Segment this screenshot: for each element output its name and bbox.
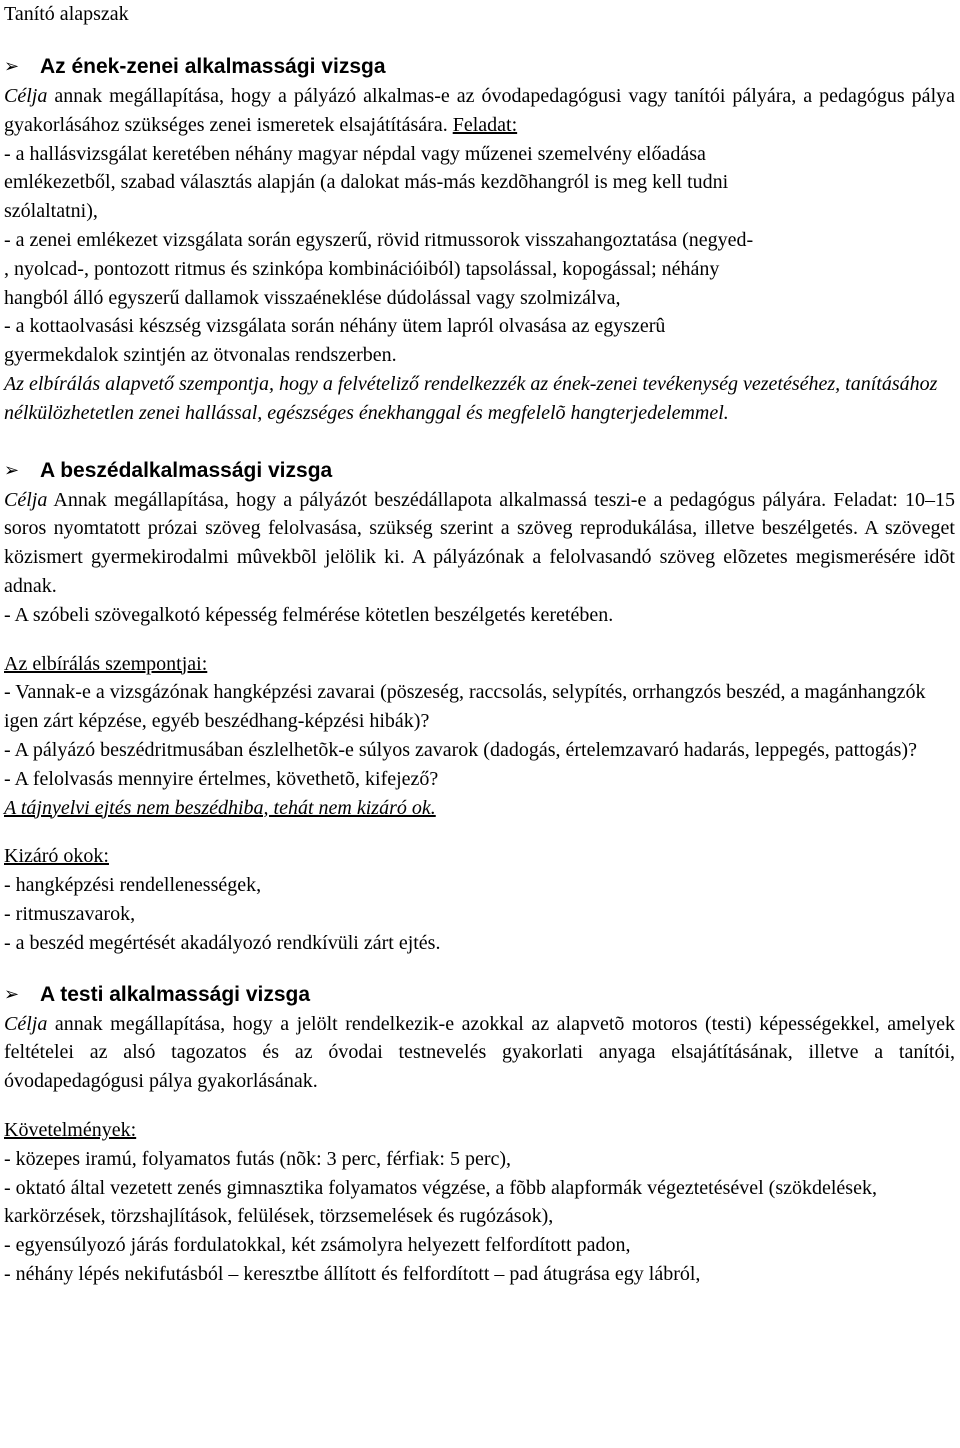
singing-purpose-paragraph: [4, 82, 955, 140]
requirements-heading: Követelmények:: [4, 1118, 137, 1141]
arrow-bullet-icon: ➢: [4, 459, 20, 481]
section-heading-label: A testi alkalmassági vizsga: [40, 982, 311, 1006]
task-bullet-1-line-3: szólaltatni),: [4, 200, 98, 223]
requirement-item-3: - egyensúlyozó járás fordulatokkal, két zsámolyra helyezett felfordított padon,: [4, 1234, 631, 1257]
document-page: [4, 0, 955, 1289]
arrow-bullet-icon: ➢: [4, 56, 20, 77]
requirement-item-2: - oktató által vezetett zenés gimnasztika folyamatos végzése, a fõbb alapformák végeztetésével (szökdelések, karkörzések, törzshajlítások, felülések, törzsemelések és rugózások),: [4, 1176, 877, 1228]
speech-criteria-1: - Vannak-e a vizsgázónak hangképzési zavarai (pöszeség, raccsolás, selypítés, orrhangzós beszéd, a magánhangzók igen zárt képzése, egyéb beszédhang-képzési hibák)?: [4, 681, 926, 733]
speech-criteria-heading: Az elbírálás szempontjai:: [4, 652, 208, 675]
section-heading-label: A beszédalkalmassági vizsga: [40, 458, 333, 482]
task-bullet-1-line-2: emlékezetből, szabad választás alapján (a dalokat más-más kezdõhangról is meg kell tudni: [4, 171, 729, 194]
document-title: Tanító alapszak: [4, 3, 129, 25]
section-heading-label: Az ének-zenei alkalmassági vizsga: [40, 55, 386, 78]
physical-body-text: annak megállapítása, hogy a jelölt rendelkezik-e azokkal az alapvetõ motoros (testi) képességekkel, amelyek feltételei az alsó tagozatos és az óvodai testnevelés gyakorlati anyaga elsajátításának, illetve a tanítói, óvodapedagógusi pálya gyakorlásának.: [4, 1012, 955, 1093]
physical-purpose-paragraph: [4, 1010, 955, 1096]
exclusion-heading: Kizáró okok:: [4, 845, 109, 868]
celja-label: Célja: [4, 488, 48, 511]
task-bullet-2-line-1: - a zenei emlékezet vizsgálata során egyszerű, rövid ritmussorok visszahangoztatása (negyed-: [4, 228, 754, 251]
task-bullet-2-line-2: , nyolcad-, pontozott ritmus és szinkópa kombinációiból) tapsolással, kopogással; néhány: [4, 257, 720, 280]
requirement-item-4: - néhány lépés nekifutásból – keresztbe állított és felfordított – pad átugrása egy lábról,: [4, 1262, 701, 1285]
speech-criteria-3: - A felolvasás mennyire értelmes, követhetõ, kifejező?: [4, 767, 439, 790]
celja-label: Célja: [4, 85, 48, 107]
exclusion-item-3: - a beszéd megértését akadályozó rendkívüli zárt ejtés.: [4, 931, 441, 954]
oral-text-item: - A szóbeli szövegalkotó képesség felmérése kötetlen beszélgetés keretében.: [4, 603, 614, 626]
section-heading-physical: [4, 980, 955, 1010]
speech-criteria-2: - A pályázó beszédritmusában észlelhetõk-e súlyos zavarok (dadogás, értelemzavaró hadarás, leppegés, pattogás)?: [4, 738, 917, 761]
section-heading-speech: [4, 456, 955, 486]
exclusion-item-1: - hangképzési rendellenességek,: [4, 874, 262, 897]
task-bullet-1-line-1: - a hallásvizsgálat keretében néhány magyar népdal vagy műzenei szemelvény előadása: [4, 142, 706, 165]
speech-purpose-paragraph: [4, 486, 955, 601]
speech-body-text: Annak megállapítása, hogy a pályázót beszédállapota alkalmassá teszi-e a pedagógus pályára. Feladat: 10–15 soros nyomtatott prózai szöveg felolvasása, szükség szerint a szöveg reprodukálása, illetve beszélgetés. A szöveget közismert gyermekirodalmi mûvekbõl jelölik ki. A pályázónak a felolvasandó szöveg elõzetes megismerésére idõt adnak.: [4, 488, 955, 597]
requirement-item-1: - közepes iramú, folyamatos futás (nõk: 3 perc, férfiak: 5 perc),: [4, 1147, 512, 1170]
arrow-bullet-icon: ➢: [4, 983, 20, 1005]
task-bullet-3-line-1: - a kottaolvasási készség vizsgálata során néhány ütem lapról olvasása az egyszerû: [4, 315, 666, 338]
task-label: Feladat:: [452, 113, 518, 136]
exclusion-item-2: - ritmuszavarok,: [4, 902, 136, 925]
singing-criteria-paragraph: Az elbírálás alapvető szempontja, hogy a felvételiző rendelkezzék az ének-zenei tevékenység vezetéséhez, tanításához nélkülözhetetlen zenei hallással, egészséges énekhanggal és megfelelõ hangterjedelemmel.: [4, 372, 938, 424]
task-bullet-2-line-3: hangból álló egyszerű dallamok visszaéneklése dúdolással vagy szolmizálva,: [4, 286, 621, 309]
celja-label: Célja: [4, 1012, 48, 1035]
section-heading-singing: [4, 52, 955, 82]
task-bullet-3-line-2: gyermekdalok szintjén az ötvonalas rendszerben.: [4, 344, 397, 367]
purpose-text: annak megállapítása, hogy a pályázó alkalmas-e az óvodapedagógusi vagy tanítói pályára, a pedagógus pálya gyakorlásához szükséges zenei ismeretek elsajátítására.: [4, 85, 955, 136]
speech-criteria-note: A tájnyelvi ejtés nem beszédhiba, tehát nem kizáró ok.: [4, 796, 436, 819]
